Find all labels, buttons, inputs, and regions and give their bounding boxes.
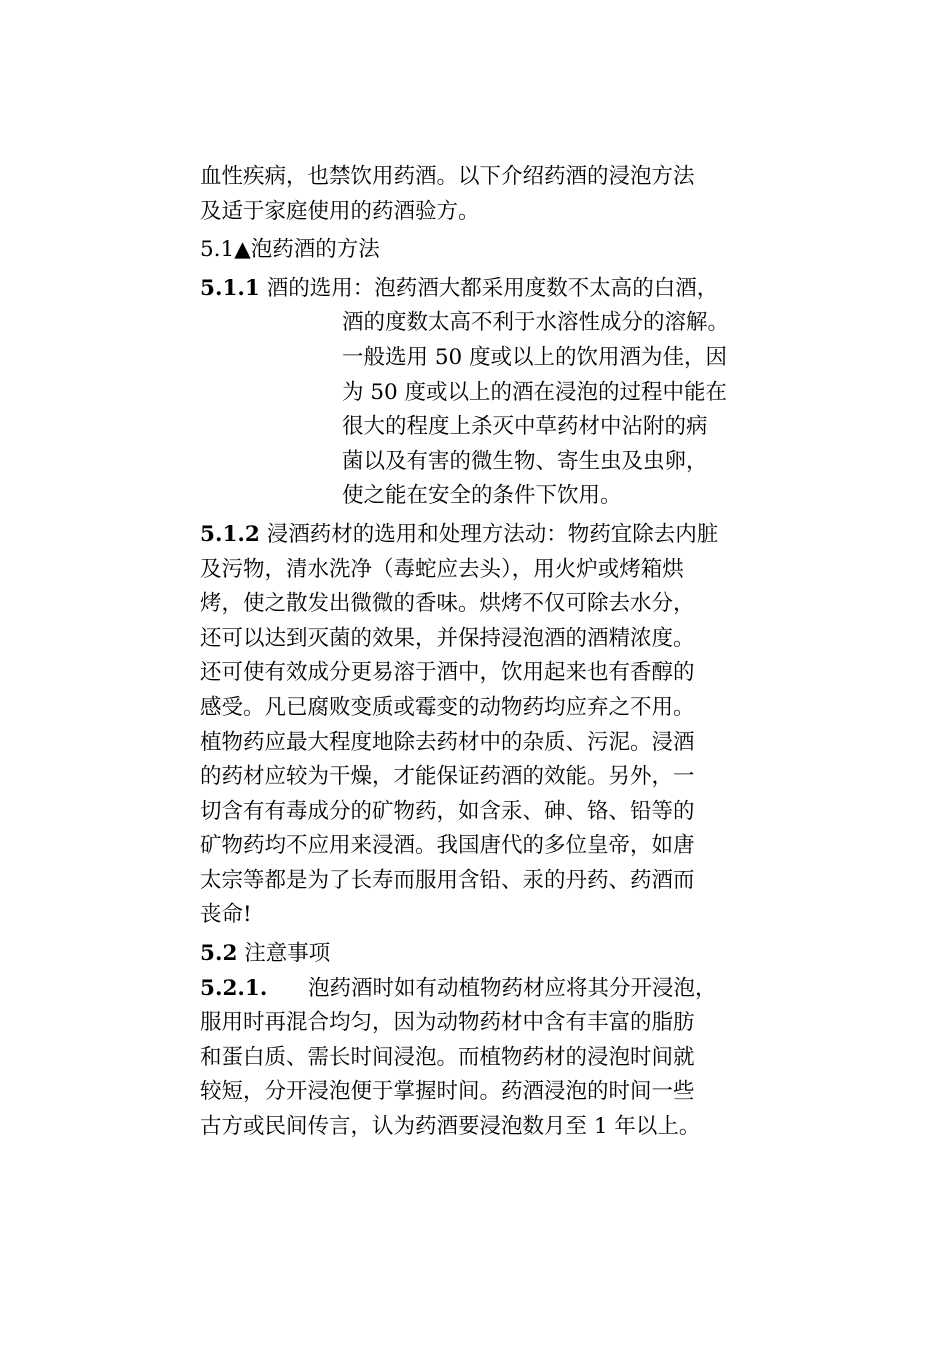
text-line: 使之能在安全的条件下饮用。 <box>342 483 622 509</box>
text-line: 还可以达到灭菌的效果，并保持浸泡酒的酒精浓度。 <box>200 625 695 651</box>
text-line: 较短，分开浸泡便于掌握时间。药酒浸泡的时间一些 <box>200 1079 695 1105</box>
text-line: 丧命! <box>200 902 252 928</box>
item-first-line <box>200 272 760 307</box>
item-first-line <box>200 972 760 1007</box>
text-line: 太宗等都是为了长寿而服用含铅、汞的丹药、药酒而 <box>200 867 695 893</box>
item-text: 浸酒药材的选用和处理方法动：物药宜除去内脏 <box>259 521 719 547</box>
text-line: 服用时再混合均匀，因为动物药材中含有丰富的脂肪 <box>200 1010 695 1036</box>
intro-paragraph <box>200 160 760 229</box>
item-number: 5.1.1 <box>200 275 260 301</box>
item-first-line <box>200 518 760 553</box>
text-line: 很大的程度上杀灭中草药材中沾附的病 <box>342 414 708 440</box>
document-body <box>200 160 760 1145</box>
text-line: 烤，使之散发出微微的香味。烘烤不仅可除去水分， <box>200 591 695 617</box>
section-heading-text: 5.1▲泡药酒的方法 <box>200 237 380 263</box>
text-line: 感受。凡已腐败变质或霉变的动物药均应弃之不用。 <box>200 694 695 720</box>
section-number: 5.2 <box>200 941 238 967</box>
text-line: 菌以及有害的微生物、寄生虫及虫卵， <box>342 448 708 474</box>
text-line: 血性疾病，也禁饮用药酒。以下介绍药酒的浸泡方法 <box>200 164 695 189</box>
text-line: 酒的度数太高不利于水溶性成分的溶解。 <box>342 310 730 336</box>
text-line: 及污物，清水洗净（毒蛇应去头），用火炉或烤箱烘 <box>200 556 684 582</box>
item-text: 泡药酒时如有动植物药材应将其分开浸泡， <box>308 975 717 1001</box>
text-line: 和蛋白质、需长时间浸泡。而植物药材的浸泡时间就 <box>200 1044 695 1070</box>
section-5-1-heading <box>200 233 760 268</box>
item-5-2-1 <box>200 972 760 1145</box>
text-line: 还可使有效成分更易溶于酒中，饮用起来也有香醇的 <box>200 660 695 686</box>
text-line: 古方或民间传言，认为药酒要浸泡数月至 1 年以上。 <box>200 1114 701 1140</box>
section-title: 注意事项 <box>237 941 331 967</box>
item-number: 5.2.1. <box>200 975 268 1001</box>
section-5-2-heading <box>200 937 760 972</box>
text-line: 植物药应最大程度地除去药材中的杂质、污泥。浸酒 <box>200 729 695 755</box>
text-line: 为 50 度或以上的酒在浸泡的过程中能在 <box>342 379 728 405</box>
text-line: 及适于家庭使用的药酒验方。 <box>200 198 480 224</box>
text-line: 切含有有毒成分的矿物药，如含汞、砷、铬、铅等的 <box>200 798 695 824</box>
item-text: 酒的选用：泡药酒大都采用度数不太高的白酒， <box>259 275 719 301</box>
item-5-1-1 <box>200 272 760 514</box>
item-5-1-2 <box>200 518 760 933</box>
item-number: 5.1.2 <box>200 521 260 547</box>
text-line: 一般选用 50 度或以上的饮用酒为佳，因 <box>342 344 728 370</box>
text-line: 矿物药均不应用来浸酒。我国唐代的多位皇帝，如唐 <box>200 833 695 859</box>
text-line: 的药材应较为干燥，才能保证药酒的效能。另外，一 <box>200 764 695 790</box>
section-heading-line <box>200 937 760 972</box>
